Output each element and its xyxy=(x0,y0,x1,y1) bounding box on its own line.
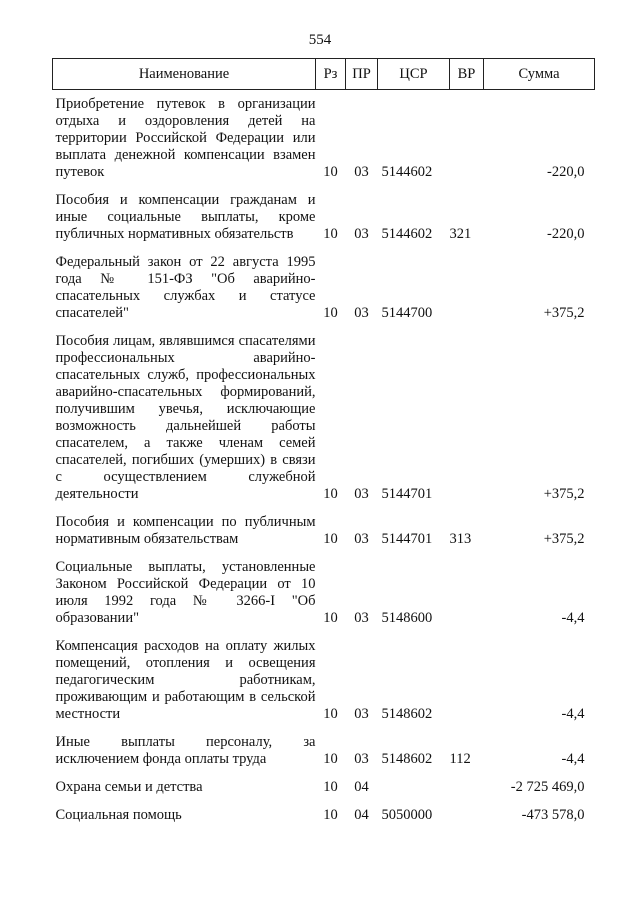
row-vr xyxy=(450,773,484,801)
row-rz: 10 xyxy=(323,164,338,180)
table-row xyxy=(53,773,595,801)
table-row xyxy=(53,728,595,773)
row-vr xyxy=(450,553,484,632)
row-name: Пособия лицам, являвшимся спасателями профессиональных аварийно-спасательных служб, профессиональных аварийно-спасательных формирований, получившим увечья, исключающие возможность дальнейшей работы спасателем, а также членам семей спасателей, погибших (умерших) в связи с осуществлением служебной деятельности xyxy=(55,333,316,502)
table-row xyxy=(53,248,595,327)
header-sum: Сумма xyxy=(484,59,595,90)
row-name: Федеральный закон от 22 августа 1995 года № 151-ФЗ "Об аварийно-спасательных службах и статусе спасателей" xyxy=(55,254,316,321)
row-sum: +375,2 xyxy=(543,531,585,547)
row-sum: +375,2 xyxy=(543,305,585,321)
table-row xyxy=(53,186,595,248)
row-name: Охрана семьи и детства xyxy=(55,779,203,795)
row-sum: -4,4 xyxy=(561,751,585,767)
row-csr: 5144701 xyxy=(381,531,433,547)
table-row xyxy=(53,327,595,508)
row-csr xyxy=(378,773,450,801)
row-vr xyxy=(450,248,484,327)
row-name: Приобретение путевок в организации отдыха и оздоровления детей на территории Российской Федерации или выплата денежной компенсации взамен путевок xyxy=(55,96,316,180)
row-csr: 5148602 xyxy=(381,706,433,722)
row-pr: 04 xyxy=(354,807,369,823)
row-vr xyxy=(450,90,484,187)
row-csr: 5148602 xyxy=(381,751,433,767)
row-vr xyxy=(450,632,484,728)
row-csr: 5144700 xyxy=(381,305,433,321)
row-sum: -220,0 xyxy=(547,226,585,242)
table-row xyxy=(53,801,595,829)
header-csr: ЦСР xyxy=(378,59,450,90)
table-row xyxy=(53,508,595,553)
row-pr: 03 xyxy=(354,226,369,242)
row-vr: 112 xyxy=(449,751,471,767)
row-pr: 03 xyxy=(354,486,369,502)
row-rz: 10 xyxy=(323,305,338,321)
row-name: Компенсация расходов на оплату жилых помещений, отопления и освещения педагогическим работникам, проживающим и работающим в сельской местности xyxy=(55,638,316,722)
header-name: Наименование xyxy=(53,59,316,90)
row-rz: 10 xyxy=(323,531,338,547)
row-rz: 10 xyxy=(323,486,338,502)
row-pr: 03 xyxy=(354,706,369,722)
table-header xyxy=(53,59,595,90)
row-rz: 10 xyxy=(323,807,338,823)
row-name: Пособия и компенсации гражданам и иные социальные выплаты, кроме публичных нормативных обязательств xyxy=(55,192,316,242)
header-pr: ПР xyxy=(346,59,378,90)
row-sum: -2 725 469,0 xyxy=(510,779,585,795)
row-vr xyxy=(450,801,484,829)
row-csr: 5144602 xyxy=(381,164,433,180)
row-csr: 5144602 xyxy=(381,226,433,242)
row-pr: 03 xyxy=(354,305,369,321)
row-name: Иные выплаты персоналу, за исключением фонда оплаты труда xyxy=(55,734,316,767)
row-sum: +375,2 xyxy=(543,486,585,502)
row-rz: 10 xyxy=(323,610,338,626)
row-sum: -473 578,0 xyxy=(521,807,585,823)
row-csr: 5144701 xyxy=(381,486,433,502)
row-vr xyxy=(450,327,484,508)
header-vr: ВР xyxy=(450,59,484,90)
budget-table xyxy=(52,58,595,829)
row-pr: 03 xyxy=(354,164,369,180)
row-csr: 5148600 xyxy=(381,610,433,626)
row-name: Социальные выплаты, установленные Законом Российской Федерации от 10 июля 1992 года № 3266-I "Об образовании" xyxy=(55,559,316,626)
row-csr: 5050000 xyxy=(381,807,433,823)
row-pr: 03 xyxy=(354,751,369,767)
table-row xyxy=(53,632,595,728)
row-rz: 10 xyxy=(323,751,338,767)
row-sum: -220,0 xyxy=(547,164,585,180)
row-pr: 03 xyxy=(354,531,369,547)
row-name: Пособия и компенсации по публичным нормативным обязательствам xyxy=(55,514,316,547)
row-sum: -4,4 xyxy=(561,706,585,722)
row-sum: -4,4 xyxy=(561,610,585,626)
row-vr: 321 xyxy=(449,226,472,242)
table-row xyxy=(53,553,595,632)
row-name: Социальная помощь xyxy=(55,807,182,823)
header-rz: Рз xyxy=(316,59,346,90)
row-rz: 10 xyxy=(323,779,338,795)
row-pr: 03 xyxy=(354,610,369,626)
row-rz: 10 xyxy=(323,226,338,242)
row-rz: 10 xyxy=(323,706,338,722)
row-pr: 04 xyxy=(354,779,369,795)
row-vr: 313 xyxy=(449,531,472,547)
page-number: 554 xyxy=(308,32,332,48)
table-row xyxy=(53,90,595,187)
